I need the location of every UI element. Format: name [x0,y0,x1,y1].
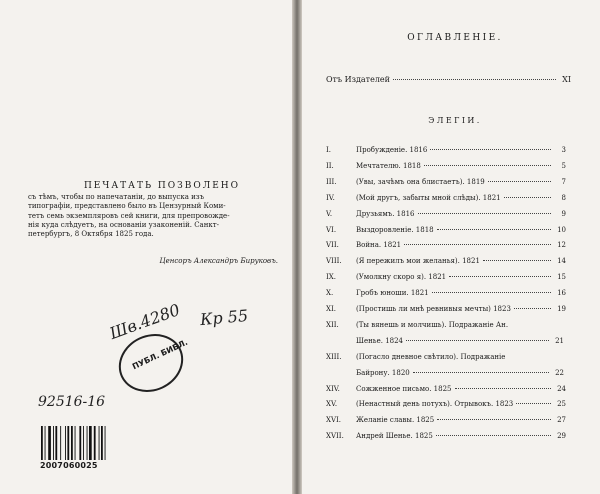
toc-leader [483,260,551,261]
toc-entry-page: 5 [561,161,566,170]
toc-leader [413,372,549,373]
toc-leader [437,419,551,420]
barcode-bar [75,426,76,460]
barcode-bar [94,426,96,460]
barcode-bar [105,426,106,460]
toc-entry-title: Пробужденіе. 1816 [356,146,428,154]
censor-title: ПЕЧАТАТЬ ПОЗВОЛЕНО [83,181,241,191]
toc-leader [455,388,552,389]
toc-intro-page: XI [562,75,571,84]
toc-entry-number: I. [326,146,331,154]
toc-entry-page: 3 [561,146,566,154]
toc-entry [326,416,566,426]
toc-entry-title: (Мой другъ, забыты мной слѣды). 1821 [356,193,501,202]
toc-entry-number: IV. [326,193,335,202]
toc-entry-number: XI. [326,305,336,313]
barcode-bar [89,426,92,460]
toc-entry-title: (Простишь ли мнѣ ревнивыя мечты) 1823 [356,305,511,313]
toc-entry [326,162,566,172]
barcode-bar [45,426,46,460]
toc-entry-title: Мечтателю. 1818 [356,161,421,170]
toc-entry-title: (Ты вянешь и молчишь). Подражаніе Ан. [356,320,509,329]
toc-entry-number: IX. [326,273,336,282]
toc-leader [432,292,551,293]
barcode-bar [53,426,54,460]
toc-entry [326,385,566,395]
toc-entry-page: 21 [555,336,564,345]
censor-line: нія куда слѣдуетъ, на основаніи узаконеній. Санкт- [28,220,220,229]
censor-line: тетъ семь экземпляровъ сей книги, для препровожде- [28,211,230,220]
toc-leader [430,149,551,150]
toc-entry-page: 29 [557,432,566,441]
barcode-bar [60,426,61,460]
toc-entry-number: VI. [326,225,337,234]
book-gutter [292,0,302,494]
barcode-number: 2007060025 [40,461,98,470]
toc-entry-title: Шенье. 1824 [356,336,404,345]
toc-entry [326,257,566,267]
barcode-bar [87,426,88,460]
censor-text [28,193,278,239]
toc-entry [326,146,566,156]
toc-entry-page: 24 [557,384,566,393]
toc-leader [488,181,551,182]
toc-leader [436,435,551,436]
toc-entry-title: Выздоровленіе. 1818 [356,225,434,234]
toc-entry-page: 19 [557,305,566,313]
toc-entry [326,210,566,220]
toc-entry-page: 25 [557,400,566,409]
toc-entry [326,353,566,363]
toc-entry [326,305,566,315]
toc-entry-page: 16 [557,289,566,298]
toc-entry-number: XVI. [326,416,342,425]
barcode-bar [67,426,69,460]
toc-entry [326,400,566,410]
toc-entry-number: VII. [326,241,339,250]
toc-leader [404,244,551,245]
library-stamp-text: ПУБЛ. БИБЛ. [130,337,190,372]
censor-signature: Ценсоръ Александръ Бируковъ. [159,257,278,265]
toc-entry [326,241,566,251]
barcode-bar [79,426,81,460]
barcode-bar [48,426,51,460]
toc-entry-number: XII. [326,320,339,329]
toc-title: ОГЛАВЛЕНІЕ. [407,33,503,43]
censor-line: типографіи, представлено было въ Цензурный Коми- [28,202,226,211]
barcode-bar [65,426,66,460]
toc-entry [326,194,566,204]
toc-entry-title: Желаніе славы. 1825 [356,416,435,425]
toc-entry-title: Друзьямъ. 1816 [356,209,415,218]
toc-entry-title: (Ненастный день потухъ). Отрывокъ. 1823 [356,400,514,409]
toc-entry-number: III. [326,177,337,186]
toc-leader [514,308,551,309]
toc-intro-label: Отъ Издателей [326,75,390,84]
barcode-bar [101,426,103,460]
toc-leader [424,165,551,166]
toc-entry-page: 22 [555,368,564,377]
handwritten-note: Кр 55 [199,305,249,330]
toc-section-title: ЭЛЕГІИ. [428,116,482,125]
toc-entry-page: 15 [557,273,566,282]
toc-entry-number: X. [326,289,334,298]
barcode-bar [55,426,57,460]
handwritten-inventory-number: 92516-16 [38,394,106,410]
toc-entry-title: Байрону. 1820 [356,368,410,377]
censor-line: петербургъ, 8 Октября 1825 года. [28,230,154,239]
toc-entry [326,289,566,299]
toc-leader [516,403,551,404]
toc-entry-title: (Увы, зачѣмъ она блистаетъ). 1819 [356,177,485,186]
toc-entry-title: (Умолкну скоро я). 1821 [356,273,447,282]
toc-entry-number: VIII. [326,257,342,266]
toc-entry [326,178,566,188]
toc-entry [356,369,564,377]
toc-entry-title: Сожженное письмо. 1825 [356,384,452,393]
toc-entry [326,432,566,442]
barcode-bar [71,426,73,460]
toc-leader [449,276,551,277]
toc-entry-page: 8 [561,193,566,202]
toc-entry-title: (Погасло дневное свѣтило). Подражаніе [356,352,506,361]
toc-entry-title: Андрей Шенье. 1825 [356,432,433,441]
toc-leader [437,229,551,230]
toc-entry-page: 9 [561,209,566,218]
toc-entry-number: XV. [326,400,338,409]
toc-entry-page: 7 [561,177,566,186]
toc-leader [504,197,551,198]
censor-line: съ тѣмъ, чтобы по напечатаніи, до выпуска изъ [28,193,205,201]
toc-entry-number: XVII. [326,432,344,441]
barcode [40,426,124,460]
barcode-bar [41,426,43,460]
toc-entry [326,273,566,283]
toc-intro-row [326,75,571,85]
toc-entry-page: 12 [557,241,566,250]
barcode-bar [83,426,84,460]
toc-entry-page: 27 [557,416,566,425]
toc-leader [393,79,556,80]
toc-entry [326,321,566,331]
toc-entry-number: V. [326,209,333,218]
toc-leader [418,213,552,214]
toc-entry [326,226,566,236]
handwritten-shelfmark: Шв.4280 [106,300,183,343]
toc-entry-title: Война. 1821 [356,241,402,250]
toc-entry [356,337,564,345]
toc-entry-number: XIII. [326,352,342,361]
toc-entry-title: (Я пережилъ мои желанья). 1821 [356,257,480,266]
toc-entry-title: Гробъ юноши. 1821 [356,289,429,298]
toc-leader [406,340,549,341]
toc-entry-page: 14 [557,257,566,266]
toc-entry-number: XIV. [326,384,340,393]
toc-entry-number: II. [326,161,334,170]
toc-entry-page: 10 [557,225,566,234]
barcode-bar [99,426,100,460]
left-page [0,0,294,494]
